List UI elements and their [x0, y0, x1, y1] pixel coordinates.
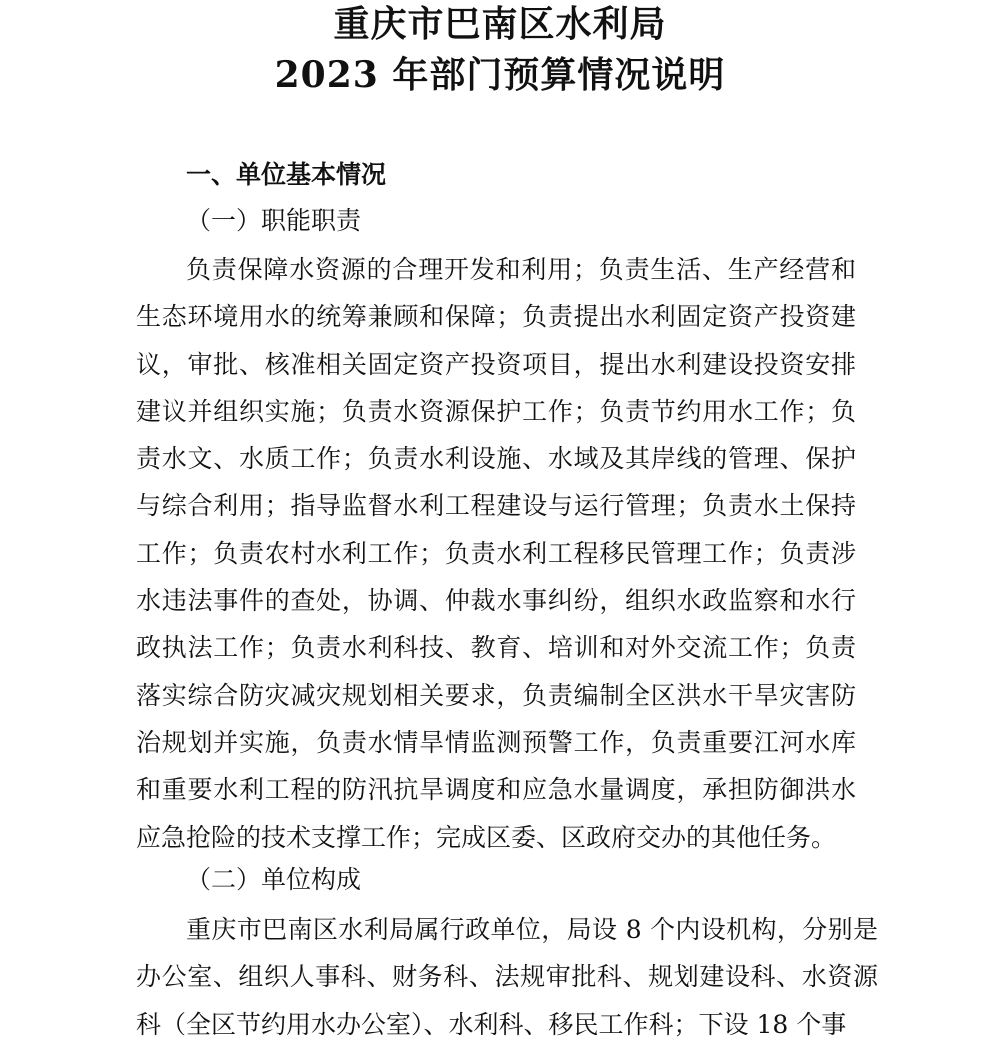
- subsection-heading-structure: （二）单位构成: [186, 865, 362, 894]
- section-heading-basic-info: 一、单位基本情况: [186, 160, 387, 189]
- document-subtitle: 2023 年部门预算情况说明: [274, 54, 726, 96]
- document-title: 重庆市巴南区水利局: [333, 3, 667, 45]
- paragraph-structure: 重庆市巴南区水利局属行政单位，局设 8 个内设机构，分别是办公室、组织人事科、财务科、法规审批科、规划建设科、水资源科（全区节约用水办公室）、水利科、移民工作科；下设 18 个事: [136, 915, 878, 1039]
- paragraph-functions: 负责保障水资源的合理开发和利用；负责生活、生产经营和生态环境用水的统筹兼顾和保障；负责提出水利固定资产投资建议，审批、核准相关固定资产投资项目，提出水利建设投资安排建议并组织实施；负责水资源保护工作；负责节约用水工作；负责水文、水质工作；负责水利设施、水域及其岸线的管理、保护与综合利用；指导监督水利工程建设与运行管理；负责水土保持工作；负责农村水利工作；负责水利工程移民管理工作；负责涉水违法事件的查处，协调、仲裁水事纠纷，组织水政监察和水行政执法工作；负责水利科技、教育、培训和对外交流工作；负责落实综合防灾减灾规划相关要求，负责编制全区洪水干旱灾害防治规划并实施，负责水情旱情监测预警工作，负责重要江河水库和重要水利工程的防汛抗旱调度和应急水量调度，承担防御洪水应急抢险的技术支撑工作；完成区委、区政府交办的其他任务。: [136, 255, 856, 852]
- subsection-heading-functions: （一）职能职责: [186, 206, 362, 235]
